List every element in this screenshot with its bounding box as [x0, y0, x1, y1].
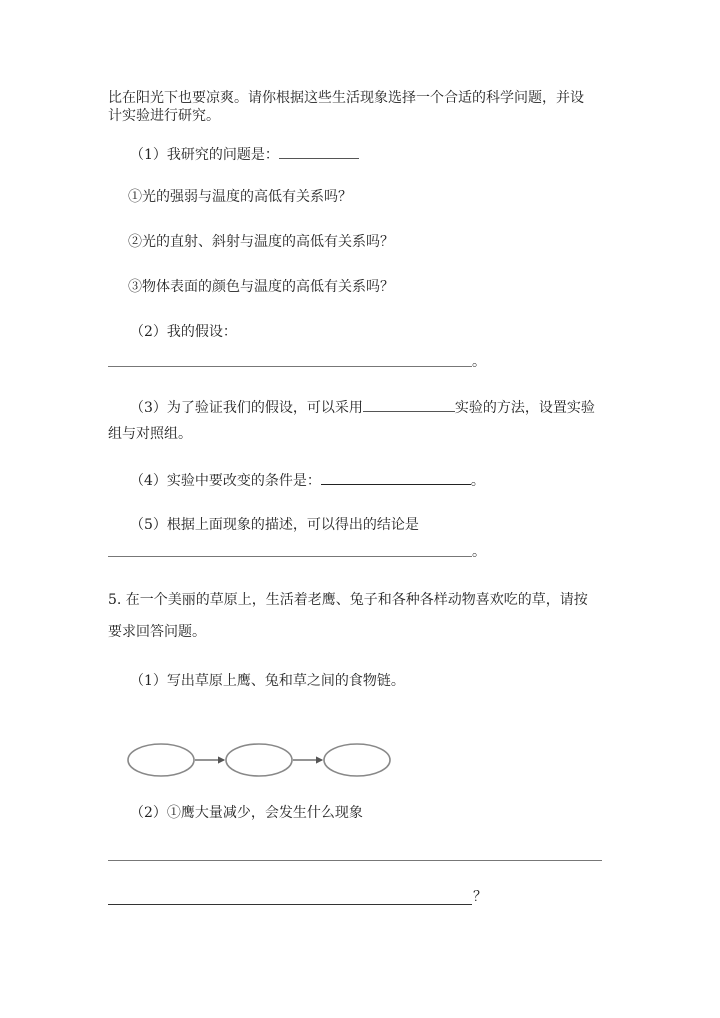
question5-sub2: （2）①鹰大量减少，会发生什么现象 — [130, 805, 363, 821]
question5-sub1: （1）写出草原上鹰、兔和草之间的食物链。 — [130, 673, 405, 689]
q2-answer-blank[interactable] — [108, 366, 472, 367]
q3-line-2: 组与对照组。 — [108, 426, 192, 442]
q5-answer-blank[interactable] — [108, 556, 472, 557]
q2-label: （2）我的假设： — [130, 324, 237, 340]
q4-line — [130, 470, 485, 491]
q1-label-text: （1）我研究的问题是： — [130, 147, 279, 163]
q4-label: （4）实验中要改变的条件是： — [130, 473, 321, 489]
q3-answer-blank[interactable] — [363, 397, 455, 412]
food-chain-oval-1[interactable] — [128, 744, 194, 776]
food-chain-oval-2[interactable] — [226, 744, 292, 776]
q4-answer-blank[interactable] — [321, 470, 471, 485]
q3-suffix: 实验的方法，设置实验 — [454, 400, 595, 416]
food-chain-oval-3[interactable] — [324, 744, 390, 776]
q1-label — [130, 144, 359, 165]
intro-line-2: 计实验进行研究。 — [108, 108, 220, 124]
sub2-question-mark: ？ — [473, 889, 487, 905]
q4-period: 。 — [470, 473, 485, 489]
food-chain-diagram — [124, 738, 394, 784]
q5-label: （5）根据上面现象的描述，可以得出的结论是 — [130, 517, 419, 533]
q1-option-3: ③物体表面的颜色与温度的高低有关系吗？ — [128, 279, 394, 295]
q1-answer-blank[interactable] — [279, 144, 359, 159]
q1-option-1: ①光的强弱与温度的高低有关系吗？ — [128, 189, 352, 205]
q3-prefix: （3）为了验证我们的假设，可以采用 — [130, 400, 363, 416]
question5-line-1: 5. 在一个美丽的草原上，生活着老鹰、兔子和各种各样动物喜欢吃的草，请按 — [108, 592, 588, 608]
q1-option-2: ②光的直射、斜射与温度的高低有关系吗？ — [128, 234, 394, 250]
q2-period: 。 — [472, 354, 486, 370]
sub2-answer-line-1[interactable] — [108, 860, 602, 861]
intro-line-1: 比在阳光下也要凉爽。请你根据这些生活现象选择一个合适的科学问题，并设 — [108, 90, 584, 106]
q5-period: 。 — [472, 544, 486, 560]
question5-line-2: 要求回答问题。 — [108, 624, 206, 640]
sub2-answer-line-2[interactable] — [108, 904, 472, 905]
q3-line-1 — [130, 397, 595, 418]
